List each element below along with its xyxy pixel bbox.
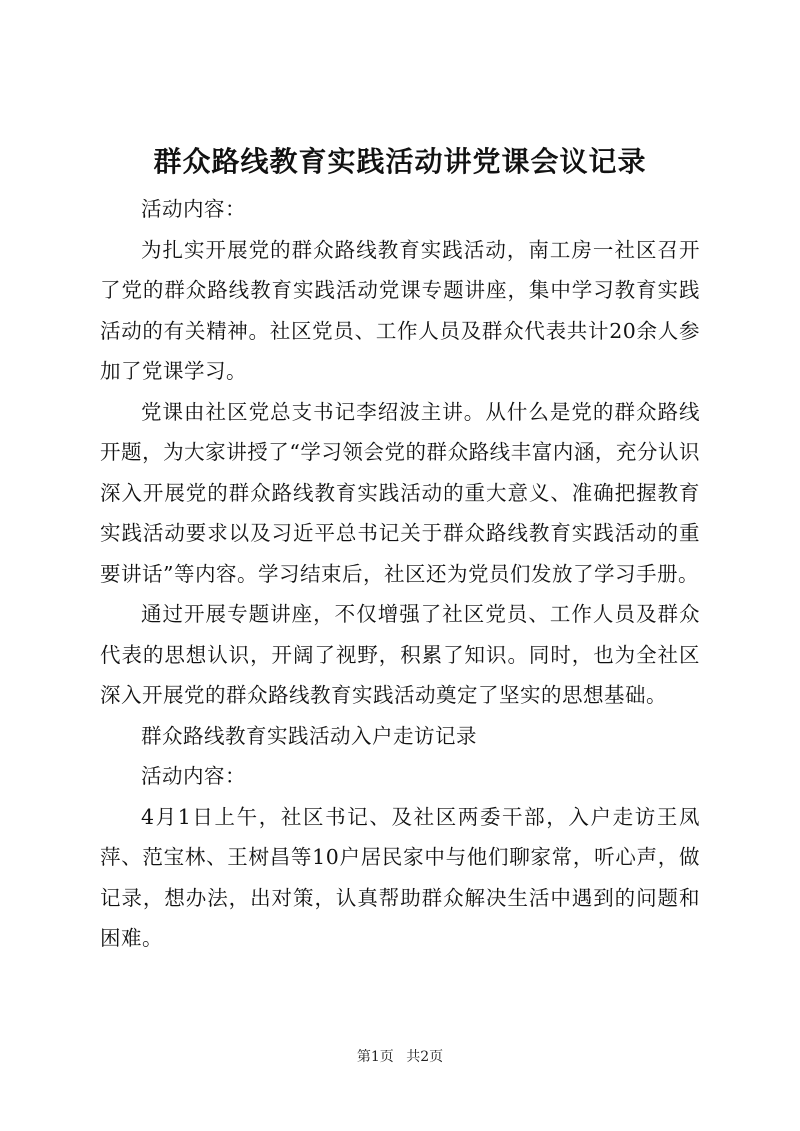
body-paragraph: 4月1日上午，社区书记、及社区两委干部，入户走访王凤萍、范宝林、王树昌等10户居民家中与他们聊家常，听心声，做记录，想办法，出对策，认真帮助群众解决生活中遇到的问题和困难。 xyxy=(100,804,700,950)
body-paragraph: 通过开展专题讲座，不仅增强了社区党员、工作人员及群众代表的思想认识，开阔了视野，积累了知识。同时，也为全社区深入开展党的群众路线教育实践活动奠定了坚实的思想基础。 xyxy=(100,602,700,707)
section-heading: 群众路线教育实践活动入户走访记录 xyxy=(141,723,477,748)
page-footer xyxy=(0,1046,800,1066)
body-paragraph: 党课由社区党总支书记李绍波主讲。从什么是党的群众路线开题，为大家讲授了“学习领会党的群众路线丰富内涵，充分认识深入开展党的群众路线教育实践活动的重大意义、准确把握教育实践活动要求以及习近平总书记关于群众路线教育实践活动的重要讲话”等内容。学习结束后，社区还为党员们发放了学习手册。 xyxy=(100,399,700,586)
section-label: 活动内容： xyxy=(141,197,246,221)
document-body xyxy=(100,189,700,959)
body-paragraph: 为扎实开展党的群众路线教育实践活动，南工房一社区召开了党的群众路线教育实践活动党课专题讲座，集中学习教育实践活动的有关精神。社区党员、工作人员及群众代表共计20余人参加了党课学习。 xyxy=(100,237,700,383)
page-title: 群众路线教育实践活动讲党课会议记录 xyxy=(153,145,647,178)
page-number: 第1页 xyxy=(356,1049,394,1065)
section-label: 活动内容： xyxy=(141,764,246,788)
page-total: 共2页 xyxy=(406,1049,444,1065)
